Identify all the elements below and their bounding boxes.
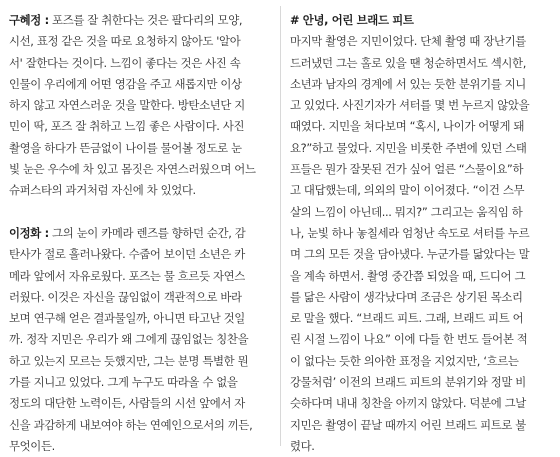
text-line: 지민은 촬영이 끝날 때까지 어린 브래드 피트로 불 [290,417,526,432]
text-line: 를 닮은 사람이 생각났다며 조금은 상기된 목소리 [290,289,523,304]
speaker-name: 구혜정 : [9,13,49,27]
paragraph-gap [9,202,271,223]
text-line: 하고 있는지 모르는 듯했지만, 그는 분명 특별한 뭔 [9,353,249,368]
paragraph-gu-hyejeong [9,10,271,202]
text-line: 고 있었다. 사진기자가 셔터를 몇 번 누르지 않았을 [290,98,530,113]
text-line: 메라 앞에서 자유로웠다. 포즈는 물 흐르듯 자연스 [9,268,245,283]
text-line: 서' 잘한다는 것이다. 느낌이 좋다는 것은 사진 속 [9,55,241,70]
text-line: 러웠다. 이것은 자신을 끊임없이 객관적으로 바라 [9,289,242,304]
right-column [290,10,552,457]
text-line: 때였다. 지민을 쳐다보며 “혹시, 나이가 어떻게 돼 [290,119,525,134]
text-line: 촬영을 하다가 뜬금없이 나이를 물어볼 정도로 눈 [9,140,242,155]
text-line: 나, 눈빛 하나 놓칠세라 엄청난 속도로 셔터를 누르 [290,225,530,240]
text-line: 을 계속 하면서. 촬영 중간쯤 되었을 때, 드디어 그 [290,268,526,283]
text-line: 가를 지니고 있었다. 그게 누구도 따라올 수 없을 [9,375,238,390]
text-line: 무엇이든. [9,438,55,453]
paragraph-first-line [9,223,271,244]
column-divider [280,6,281,446]
text-line: 로 말을 했다. “브래드 피트. 그래, 브래드 피트 어 [290,311,524,326]
text-line: 살의 느낌이 아닌데... 뭐지?” 그리고는 움직임 하 [290,204,523,219]
paragraph-first-line [9,10,271,31]
text-line: 까. 정작 지민은 우리가 왜 그에게 끊임없는 칭찬을 [9,332,249,347]
text-line: 드러냈던 그는 홀로 있을 땐 청순하면서도 섹시한, [290,55,526,70]
text-line: 이 없다는 듯한 의아한 표정을 지었지만, ‘흐르는 [290,353,519,368]
text-line: 탄사가 절로 흘러나왔다. 수줍어 보이던 소년은 카 [9,247,245,262]
text-line: 고 대답했는데, 의외의 말이 이어졌다. “이건 스무 [290,183,525,198]
text-line: 슈퍼스타의 과거처럼 자신에 차 있었다. [9,183,196,198]
text-line: 정도의 대단한 노력이든, 사람들의 시선 앞에서 자 [9,396,245,411]
text-line: 요?”하고 물었다. 지민을 비롯한 주변에 있던 스태 [290,140,527,155]
left-column [9,10,271,457]
text-line: 프들은 뭔가 잘못된 건가 싶어 얼른 “스물이요”하 [290,162,524,177]
text-line: 인물이 우리에게 어떤 영감을 주고 새롭지만 이상 [9,76,242,91]
text-line: 강물처럼’ 이전의 브래드 피트의 분위기와 정말 비 [290,375,526,390]
text-line: 시선, 표정 같은 것을 따로 요청하지 않아도 '알아 [9,34,241,49]
paragraph-lee-jeonghwa [9,223,271,457]
text-line: 그의 눈이 카메라 렌즈를 향하던 순간, 감 [48,225,246,240]
text-line: 민이 딱, 포즈 잘 취하고 느낌 좋은 사람이다. 사진 [9,119,245,134]
text-line: 슷하다며 내내 칭찬을 아끼지 않았다. 덕분에 그날 [290,396,526,411]
text-line: 포즈를 잘 취한다는 것은 팔다리의 모양, [48,13,243,27]
text-line: 하지 않고 자연스러운 것을 말한다. 방탄소년단 지 [9,98,245,113]
text-line: 마지막 촬영은 지민이었다. 단체 촬영 때 장난기를 [290,34,526,49]
text-line: 린 시절 느낌이 나요” 이에 다들 한 번도 들어본 적 [290,332,528,347]
text-line: 며 그의 모든 것을 담아냈다. 누군가를 닮았다는 말 [290,247,530,262]
text-line: 렸다. [290,438,315,453]
text-line: 보며 연구해 얻은 결과물일까, 아니면 타고난 것일 [9,311,245,326]
text-line: 빛 눈은 우수에 차 있고 몸짓은 자연스러웠으며 어느 [9,162,256,177]
text-line: 소년과 남자의 경계에 서 있는 듯한 분위기를 지니 [290,76,526,91]
speaker-name: 이정화 : [9,225,49,240]
text-line: 신을 과감하게 내보여야 하는 연예인으로서의 끼든, [9,417,253,432]
section-heading: # 안녕, 어린 브래드 피트 [290,13,414,27]
